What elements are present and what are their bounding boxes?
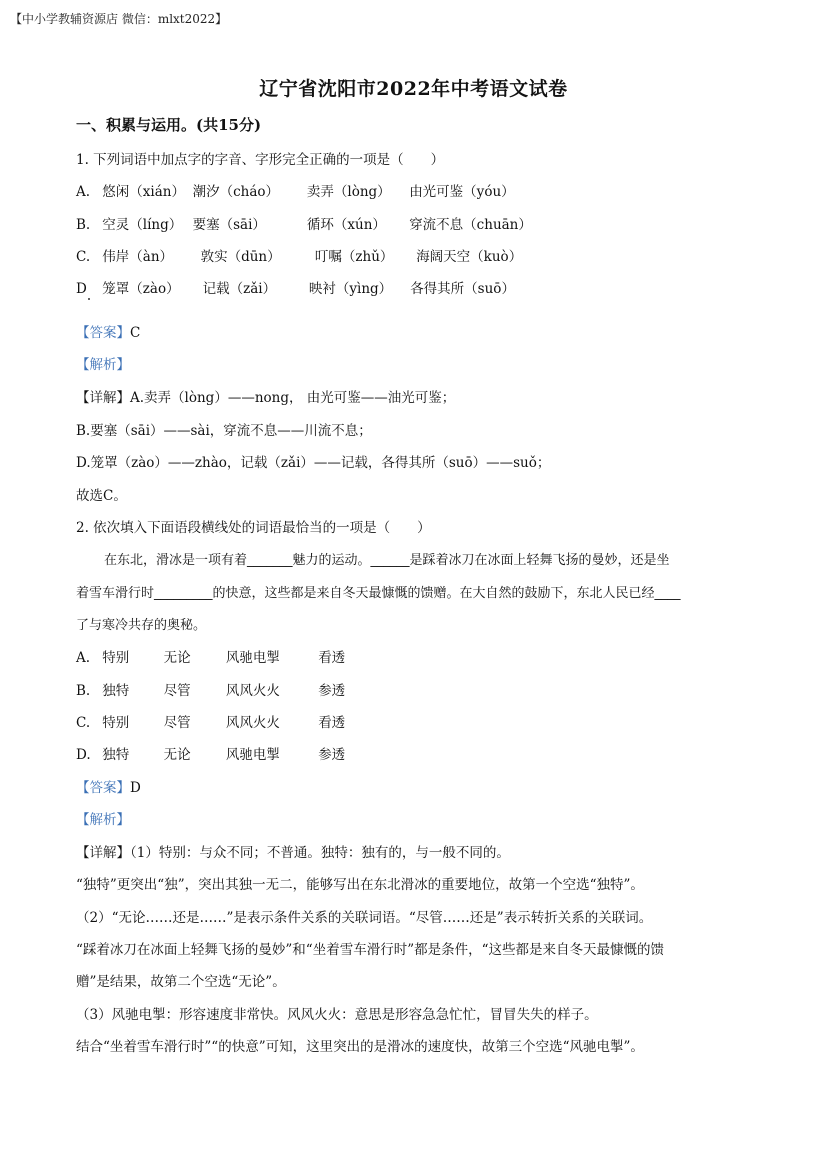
q2-detail-line: 结合“坐着雪车滑行时”“的快意”可知，这里突出的是滑冰的速度快，故第三个空选“风驰电掣”。 [76,1039,644,1055]
option-word: 尽管 [163,683,191,699]
option-word: 各得其所（suō） [410,281,515,297]
option-word: 由光可鉴（yóu） [409,184,515,200]
option-word: 无论 [163,747,191,763]
q1-answer [76,321,140,341]
option-word: 独特 [102,747,130,763]
detail-tag: 【详解】 [76,390,130,406]
option-word: 无论 [163,650,191,666]
detail-text: A.卖弄（lòng）——nong， 由光可鉴——油光可鉴； [130,390,456,406]
q1-stem: 1. 下列词语中加点字的字音、字形完全正确的一项是（ ） [76,152,445,168]
option-word: 海阔天空（kuò） [416,249,523,265]
option-word: 参透 [318,747,346,763]
answer-tag: 【答案】 [76,325,130,341]
q2-detail-line: （3）风驰电掣：形容速度非常快。风风火火：意思是形容急急忙忙，冒冒失失的样子。 [76,1007,598,1023]
q1-analysis-tag: 【解析】 [76,357,130,373]
option-word: 风驰电掣 [225,650,280,666]
q1-detail-line: 故选C。 [76,488,127,504]
q2-detail-line: 赠”是结果，故第二个空选“无论”。 [76,974,286,990]
q2-option-d [76,743,345,763]
option-word: 敦实（dūn） [200,249,281,265]
answer-value: C [130,325,141,341]
q2-passage-line: 着雪车滑行时_________的快意，这些都是来自冬天最慷慨的馈赠。在大自然的鼓励下，东北人民已经____ [76,586,681,601]
option-label: D [76,281,87,297]
detail-text: （1）特别：与众不同；不普通。独特：独有的，与一般不同的。 [130,845,510,861]
option-word: 空灵（líng） [102,217,183,233]
option-label: C. [76,249,91,265]
q2-option-b [76,679,345,699]
detail-tag: 【详解】 [76,845,130,861]
option-word: 特别 [102,650,130,666]
option-word: 笼罩（zào） [102,281,180,297]
q2-detail-line: “踩着冰刀在冰面上轻舞飞扬的曼妙”和“坐着雪车滑行时”都是条件，“这些都是来自冬天最慷慨的馈 [76,942,665,958]
answer-tag: 【答案】 [76,780,130,796]
option-word: 记载（zǎi） [202,281,277,297]
option-word: 风驰电掣 [225,747,280,763]
option-word: 伟岸（àn） [102,249,174,265]
q1-detail-line [76,386,455,406]
option-label: A. [76,184,91,200]
q1-detail-line: D.笼罩（zào）——zhào，记载（zǎi）——记载，各得其所（suō）——suǒ； [76,455,551,471]
q2-detail-line: “独特”更突出“独”，突出其独一无二，能够写出在东北滑冰的重要地位，故第一个空选“独特”。 [76,877,644,893]
option-word: 独特 [102,683,130,699]
q2-option-a [76,646,345,666]
option-word: 要塞（sāi） [192,217,266,233]
option-word: 映衬（yìng） [308,281,393,297]
q2-detail-line: （2）“无论……还是……”是表示条件关系的关联词语。“尽管……还是”表示转折关系的关联词。 [76,910,653,926]
q1-detail-line: B.要塞（sāi）——sài，穿流不息——川流不息； [76,423,372,439]
q1-option-a [76,180,515,200]
option-word: 看透 [318,715,346,731]
option-label: D. [76,747,91,763]
option-label: A. [76,650,91,666]
section-heading: 一、积累与运用。(共15分) [76,116,262,134]
option-word: 潮汐（cháo） [192,184,280,200]
q2-passage-line: 在东北，滑冰是一项有着_______魅力的运动。______是踩着冰刀在冰面上轻舞飞扬的曼妙，还是坐 [104,553,670,568]
option-word: 风风火火 [225,683,280,699]
q2-detail-line [76,841,510,861]
q2-answer [76,776,141,796]
q1-option-c [76,245,522,265]
option-label: B. [76,683,91,699]
emphasis-dot [88,298,90,300]
option-word: 特别 [102,715,130,731]
option-word: 风风火火 [225,715,280,731]
option-word: 穿流不息（chuān） [409,217,532,233]
q1-option-d [76,277,515,297]
option-word: 叮嘱（zhǔ） [314,249,394,265]
option-word: 循环（xún） [306,217,386,233]
option-word: 参透 [318,683,346,699]
q2-analysis-tag: 【解析】 [76,812,130,828]
q2-passage-line: 了与寒冷共存的奥秘。 [76,618,207,633]
option-word: 悠闲（xián） [102,184,185,200]
option-label: C. [76,715,91,731]
option-label: B. [76,217,91,233]
page-title: 辽宁省沈阳市2022年中考语文试卷 [259,78,568,100]
header-note: 【中小学教辅资源店 微信：mlxt2022】 [10,12,228,26]
q2-option-c [76,711,345,731]
option-word: 卖弄（lòng） [306,184,391,200]
answer-value: D [130,780,141,796]
option-word: 看透 [318,650,346,666]
q2-stem: 2. 依次填入下面语段横线处的词语最恰当的一项是（ ） [76,520,431,536]
q1-option-b [76,213,532,233]
option-word: 尽管 [163,715,191,731]
